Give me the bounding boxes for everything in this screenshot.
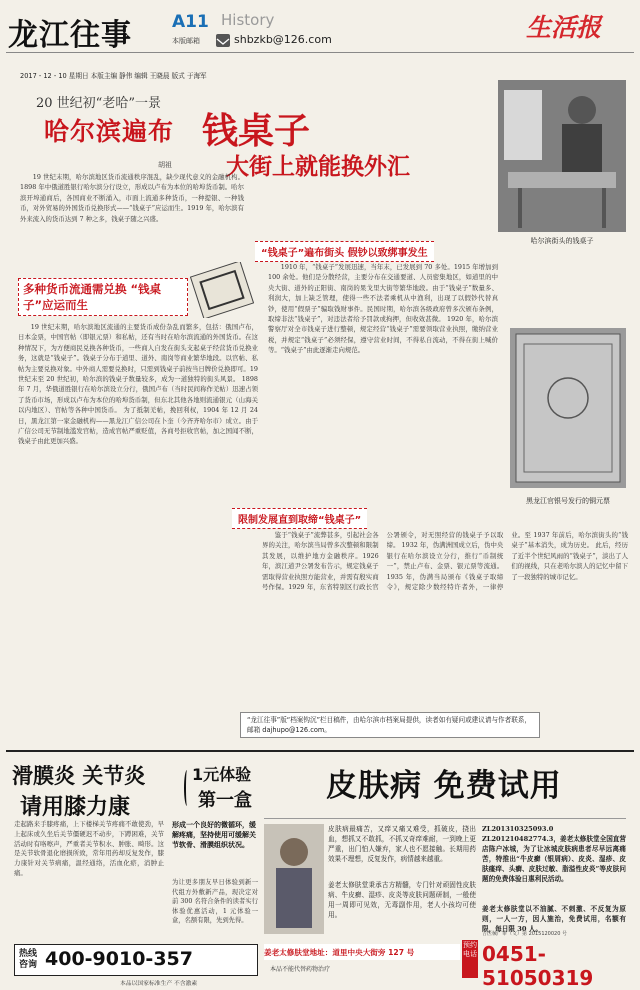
right-ad-divider xyxy=(264,818,626,819)
mail-icon xyxy=(216,34,230,47)
left-ad-headline-2: 请用膝力康 xyxy=(20,795,131,820)
section1-header xyxy=(18,278,188,316)
left-ad-headline-1: 滑膜炎 关节炎 xyxy=(12,764,146,788)
section2-title: “钱桌子”遍布街头 假钞以致绑事发生 xyxy=(255,241,434,262)
headline-part1: 哈尔滨遍布 xyxy=(44,117,175,146)
column-title: 龙江往事 xyxy=(8,18,132,53)
left-hotline-number: 400-9010-357 xyxy=(45,948,193,970)
right-ad-headline: 皮肤病 免费试用 xyxy=(326,768,562,804)
section-en: History xyxy=(221,11,275,29)
reg-number: 吉医械广审（文）第 2015120020 号 xyxy=(482,931,567,937)
photo-caption-1: 哈尔滨街头的钱桌子 xyxy=(530,237,594,245)
byline: 胡祖 xyxy=(158,161,172,169)
section1-body xyxy=(18,322,258,684)
right-ad-offer-2: 姜老太修肤堂以不油腻、不刺激、不反复为原则，一人一方，因人施治，免费试用，名额有限，每日限 30 人。 xyxy=(482,905,626,933)
brand-logo: 生活报 xyxy=(526,13,602,42)
section3-title: 限制发展直到取缔“钱桌子” xyxy=(232,508,367,529)
right-ad-footer: 本品不能代替药物治疗 xyxy=(270,966,331,973)
banknote-photo xyxy=(510,328,626,488)
right-ad-photo xyxy=(264,824,324,934)
right-ad-body-2: 姜老太修肤堂秉承古方精髓，专门针对顽固性皮肤病、牛皮癣、湿疹、皮炎等皮肤问题研制，一般使用一周即可见效，无毒副作用，老人小孩均可使用。 xyxy=(328,881,476,919)
page-code: A11 xyxy=(172,12,209,32)
archive-note: “龙江往事”版“档案钩沉”栏目稿件，由哈尔滨市档案局提供，读者如有疑问或建议请与作者联系，邮箱 dajhupo@126.com。 xyxy=(240,712,540,738)
left-ad-highlight: 形成一个良好的微循环，缓解疼痛，坚持使用可缓解关节软骨、滑膜组织状况。 xyxy=(172,821,256,849)
section1-title: 多种货币流通需兑换 “钱桌子”应运而生 xyxy=(18,278,188,316)
article-kicker: 20 世纪初“老哈”一景 xyxy=(36,96,161,111)
left-ad-footer: 本品以国家标准生产 不含激素 xyxy=(120,981,198,987)
masthead xyxy=(6,6,634,60)
street-photo xyxy=(498,80,626,232)
bracket-icon xyxy=(184,770,190,806)
headline-part2: 钱桌子 xyxy=(202,111,311,152)
right-ad-body: 皮肤病最痛苦，又痒又痛又难受，抓破皮，挠出血，想抓又不敢抓，不抓又奇痒难耐，一到晚上更严重，出门怕人嫌弃，家人也不愿接触。长期用药效果不理想，反复发作，病情越来越重。 xyxy=(328,825,476,863)
left-hotline-box xyxy=(14,944,258,976)
section3-body xyxy=(262,530,628,708)
section2-body xyxy=(268,262,498,462)
section3-text: 鉴于“钱桌子”流弊甚多，引起社会各界的关注，哈尔滨当局曾多次整顿和限制其发展，以维护地方金融秩序。1926 年，滨江道尹公署发布告示，规定钱桌子需取得营业执照方能营业，并需有殷实商号作保。1929 年，东省特别区行政长官公署颁令，对无照经营的钱桌子予以取缔。 1932 年，伪满洲国成立后，伪中央银行在哈尔滨设立分行，推行“币制统一”，禁止卢布、金票、银元票等流通。1935 年，伪满当局颁布《钱桌子取缔令》，规定除少数经特许者外，一律停业。至 1937 年前后，哈尔滨街头的“钱桌子”基本消失，成为历史。 此后，经历了近半个世纪风雨的“钱桌子”，淡出了人们的视线，只在老哈尔滨人的记忆中留下了一段独特的城市记忆。 xyxy=(262,531,628,592)
lead-paragraph xyxy=(20,172,244,244)
subheadline: 大街上就能换外汇 xyxy=(226,154,410,180)
section2-text: 1910 年，“钱桌子”发展迅速，当年末，已发展到 70 多处。1915 年增加到 100 余处。他们是分散经营，主要分布在交通要道、人员密集地区，如道里的中央大街、道外的正阳街、南岗的果戈里大街等繁华地段。由于“钱桌子”数量多、利润大，加上缺乏管理，使得一些不法者乘机从中渔利，出现了以假钞代替真钞，使用“假票子”骗取钱财事件。民国时期，哈尔滨各级政府曾多次颁布条例，取缔非法“钱桌子”，对违法者给予罚款或拘押，但收效甚微。 1920 年，哈尔滨警察厅对全市钱桌子进行整顿，规定经营“钱桌子”需要领取营业执照，缴纳营业税，并规定“钱桌子”必须经保，遵守营业时间，不得私自流动，不得在街上喊价等。“钱桌子”由此逐渐走向规范。 xyxy=(268,263,498,355)
left-ad-small: 为让更多朋友早日体验到新一代组方外敷新产品，现决定对前 300 名符合条件的读者实行体验优惠活动，1 元体验一盒，名额有限，先到先得。 xyxy=(172,879,258,924)
ad-divider xyxy=(6,750,634,752)
left-ad-offer-2: 第一盒 xyxy=(198,790,252,811)
stamp-image xyxy=(190,262,254,318)
lead-text: 19 世纪末期，哈尔滨地区货币流通秩序混乱，缺少现代意义的金融机构。1898 年中俄道胜银行哈尔滨分行设立，形成以卢布为本位的哈埠货币制。哈尔滨开埠通商后，各国商业不断涌入，市面上流通多种货币，一种提银、一种钱币，对外贸易的外国货币兑换形式——“钱桌子”应运而生。1919 年，哈尔滨有外来流入的货币达到 7 种之多，钱桌子随之兴盛。 xyxy=(20,173,244,223)
left-ad-offer-1: 1元体验 xyxy=(192,765,252,784)
section-email: shbzkb@126.com xyxy=(234,33,332,46)
right-ad-address: 姜老太修肤堂地址：道里中央大街旁 127 号 xyxy=(264,944,460,960)
right-ad-offer: ZL201310325093.0 ZL201210482774.3，姜老太修肤堂全国直营店陈户冰城，为了让冰城皮肤病患者尽早远离痛苦，特推出“牛皮癣（银屑病）、皮炎、湿疹、皮肤瘙痒、头癣、皮肤过敏、脂溢性皮炎”等皮肤问题的免费体验日惠利民活动。 xyxy=(482,825,626,883)
left-hotline-label: 热线咨询 xyxy=(19,949,38,970)
right-phone-label: 预约电话 xyxy=(462,940,478,978)
photo-caption-2: 黑龙江官银号发行的铜元票 xyxy=(526,497,610,505)
section1-text: 19 世纪末期，哈尔滨地区流通的主要货币成份杂乱而繁多，包括：俄国卢布，日本金票，中国官帖（即银元票）和私帖，还有当时在哈尔滨流通的外国货币。在这种情况下，为方便商民兑换各种货币，一些商人自发在街头支起桌子经营货币兑换业务，这就是“钱桌子”。钱桌子分布于道里、道外、南岗等商业繁华地段。以官帖、私帖为主要兑换对象。中外商人需要兑换时，只需到钱桌子前按当日牌价兑换即可。19 世纪末至 20 世纪初，哈尔滨的钱桌子数量较多，成为一道独特的街头风景。 1898 年 7 月，华俄道胜银行在哈尔滨设立分行，俄国卢布（当时民间称作羌帖）迅速占领了货币市场，形成以卢布为本位的哈埠货币制，但东北其他各地则流通银元（山海关以内地区）、官帖等各种中国货币。 为了抵制羌帖，挽回利权，1904 年 12 月 24 日，黑龙江第一家金融机构——黑龙江广信公司在卜奎（今齐齐哈尔市）成立。由于广信公司无节制地滥发官帖，造成官帖严重贬值，各商号拒收官帖，加之国闻不断，钱桌子由此更加兴盛。 xyxy=(18,323,258,446)
divider xyxy=(6,52,634,53)
right-phone-number: 0451-51050319 xyxy=(482,942,594,990)
info-line: 2017 - 12 - 10 星期日 本版主编 静伟 编辑 王晓晨 版式 于海军 xyxy=(20,72,207,80)
left-ad-body: 走起路来手膝疼痛，上下楼梯关节疼痛不敢使劲，早上起床或久坐后关节僵硬迟不动步，下蹲困难，关节活动时有咯嚓声，严重者关节积水、肿胀、畸形。这是关节软骨退化磨损所致，常年用药却反复发作，膝力康针对关节病痛，温经通络，活血化瘀，消肿止痛。 xyxy=(14,820,164,877)
edition-label: 本版邮箱 xyxy=(172,37,200,45)
